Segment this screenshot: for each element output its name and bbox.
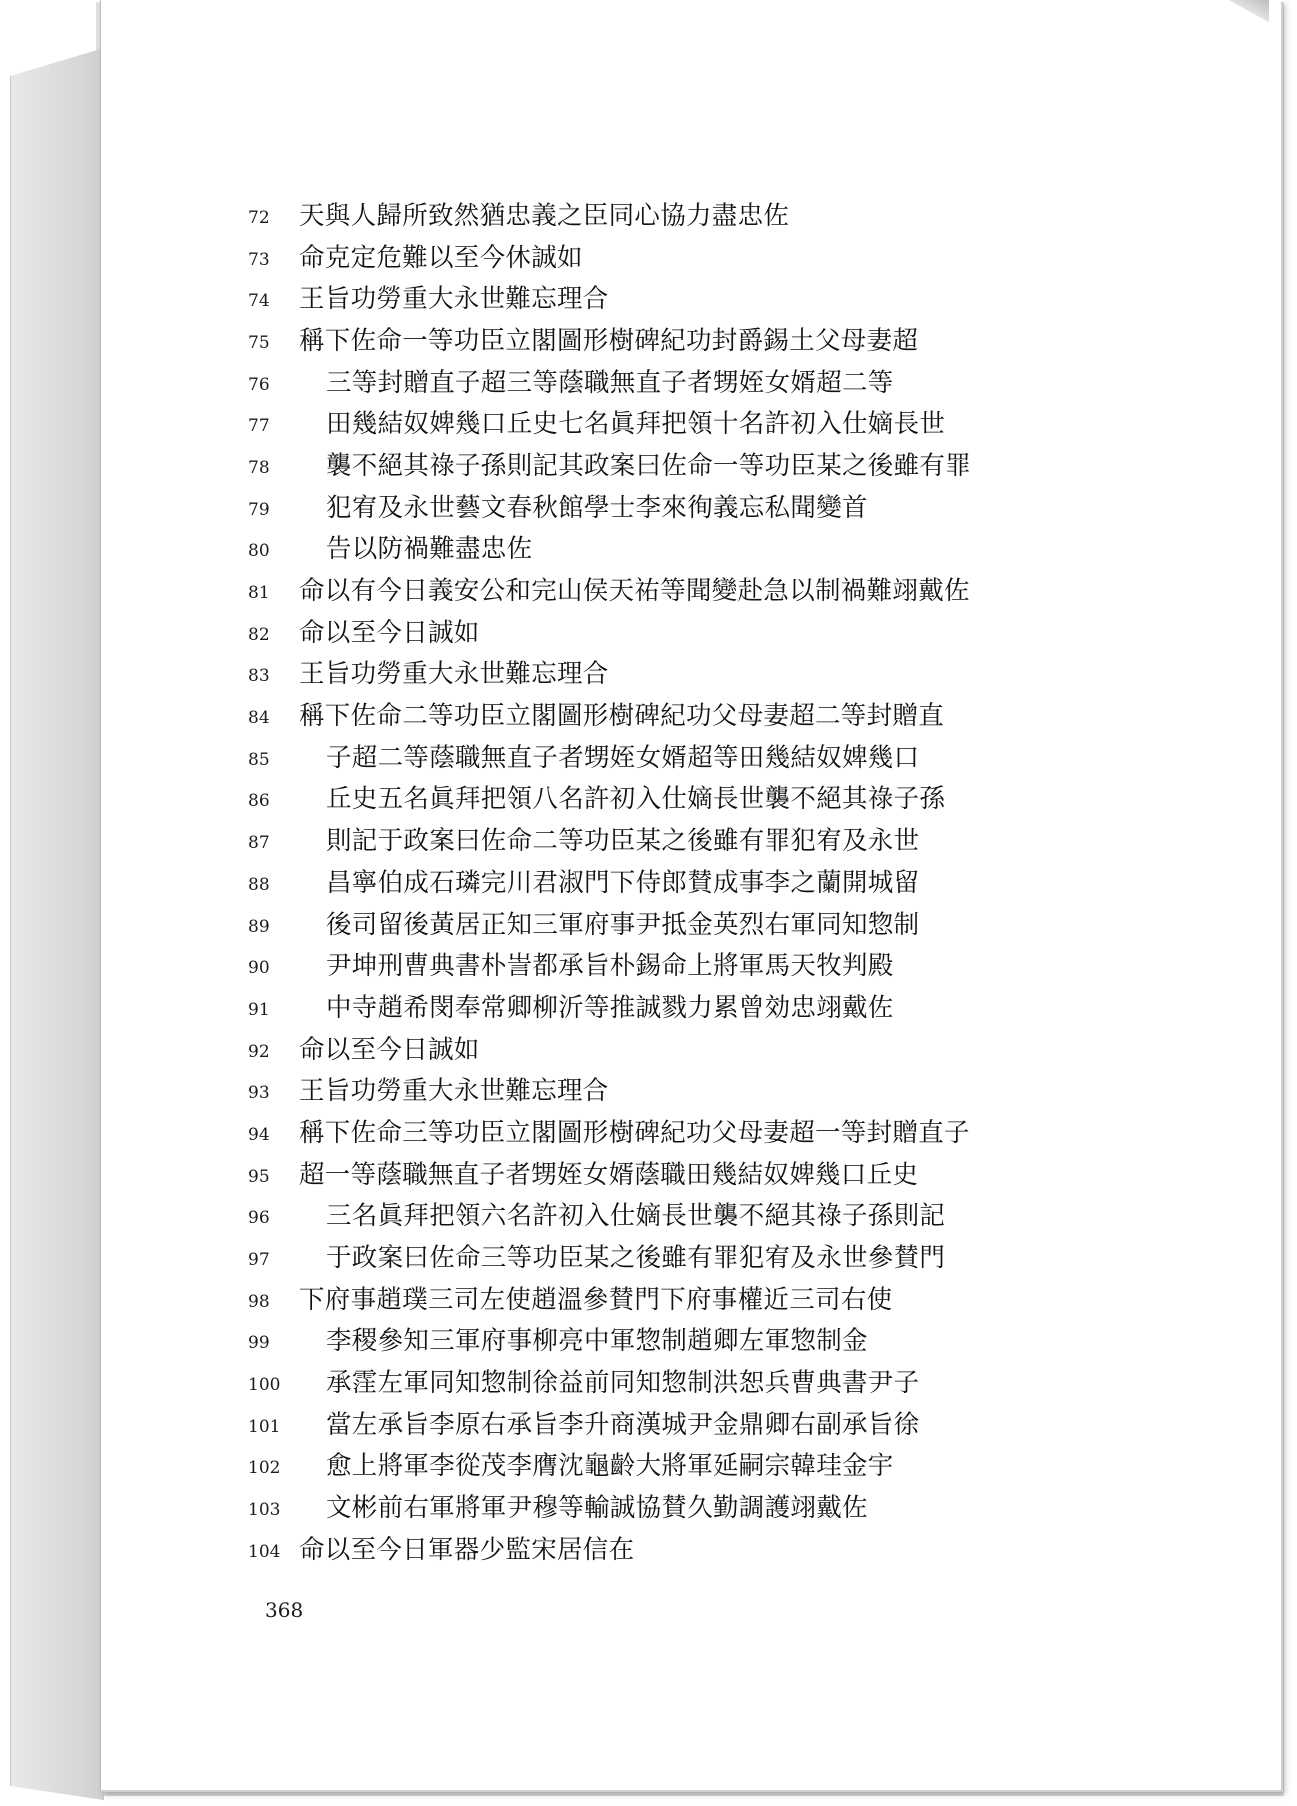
- text-line: [248, 1321, 1078, 1363]
- line-text: 命以至今日誠如: [299, 617, 480, 648]
- line-number: 95: [248, 1166, 270, 1187]
- line-number: 92: [248, 1041, 270, 1062]
- text-line: [248, 862, 1078, 904]
- line-text: 則記于政案曰佐命二等功臣某之後雖有罪犯宥及永世: [326, 825, 920, 856]
- line-number: 77: [248, 416, 270, 437]
- book-spine: [10, 48, 104, 1800]
- line-number: 79: [248, 499, 270, 520]
- line-text: 三名眞拜把領六名許初入仕嫡長世襲不絕其祿子孫則記: [326, 1201, 946, 1232]
- text-line: [248, 820, 1078, 862]
- line-text: 稱下佐命一等功臣立閣圖形樹碑紀功封爵錫土父母妻超: [299, 325, 919, 356]
- text-line: [248, 445, 1078, 487]
- line-number: 88: [248, 874, 270, 895]
- line-number: 75: [248, 332, 270, 353]
- line-number: 102: [248, 1458, 281, 1479]
- text-line: [248, 487, 1078, 529]
- line-number: 101: [248, 1416, 281, 1437]
- text-line: [248, 1196, 1078, 1238]
- line-text: 承霔左軍同知惣制徐益前同知惣制洪恕兵曹典書尹子: [326, 1367, 920, 1398]
- line-number: 76: [248, 374, 270, 395]
- line-text: 犯宥及永世藝文春秋館學士李來徇義忘私聞變首: [326, 492, 868, 523]
- text-line: [248, 320, 1078, 362]
- text-line: [248, 195, 1078, 237]
- line-number: 80: [248, 541, 270, 562]
- text-line: [248, 737, 1078, 779]
- text-line: [248, 945, 1078, 987]
- line-text: 丘史五名眞拜把領八名許初入仕嫡長世襲不絕其祿子孫: [326, 784, 946, 815]
- line-number: 87: [248, 833, 270, 854]
- line-text: 三等封贈直子超三等蔭職無直子者甥姪女婿超二等: [326, 367, 894, 398]
- text-line: [248, 612, 1078, 654]
- text-line: [248, 1487, 1078, 1529]
- line-text: 稱下佐命二等功臣立閣圖形樹碑紀功父母妻超二等封贈直: [299, 700, 945, 731]
- text-line: [248, 695, 1078, 737]
- line-number: 85: [248, 749, 270, 770]
- line-text: 下府事趙璞三司左使趙溫參賛門下府事權近三司右使: [299, 1284, 893, 1315]
- text-line: [248, 278, 1078, 320]
- line-text: 昌寧伯成石璘完川君淑門下侍郎賛成事李之蘭開城留: [326, 867, 920, 898]
- text-line: [248, 1154, 1078, 1196]
- line-number: 89: [248, 916, 270, 937]
- line-number: 73: [248, 249, 270, 270]
- line-number: 82: [248, 624, 270, 645]
- line-number: 93: [248, 1083, 270, 1104]
- line-number: 74: [248, 291, 270, 312]
- line-text: 命以至今日誠如: [299, 1034, 480, 1065]
- line-text: 命以有今日義安公和完山侯天祐等聞變赴急以制禍難翊戴佐: [299, 575, 970, 606]
- line-number: 97: [248, 1250, 270, 1271]
- line-number: 91: [248, 999, 270, 1020]
- text-line: [248, 1529, 1078, 1571]
- page-corner-fold: [1229, 0, 1269, 22]
- text-line: [248, 1070, 1078, 1112]
- text-line: [248, 904, 1078, 946]
- text-line: [248, 403, 1078, 445]
- line-text: 稱下佐命三等功臣立閣圖形樹碑紀功父母妻超一等封贈直子: [299, 1117, 970, 1148]
- line-text: 王旨功勞重大永世難忘理合: [299, 659, 609, 690]
- line-number: 99: [248, 1333, 270, 1354]
- line-text: 文彬前右軍將軍尹穆等輸誠協賛久勤調護翊戴佐: [326, 1492, 868, 1523]
- text-lines: [248, 195, 1078, 1571]
- text-line: [248, 1237, 1078, 1279]
- line-text: 當左承旨李原右承旨李升商漢城尹金鼎卿右副承旨徐: [326, 1409, 920, 1440]
- line-text: 子超二等蔭職無直子者甥姪女婿超等田幾結奴婢幾口: [326, 742, 920, 773]
- text-line: [248, 987, 1078, 1029]
- text-line: [248, 237, 1078, 279]
- line-number: 96: [248, 1208, 270, 1229]
- line-number: 81: [248, 583, 270, 604]
- line-number: 98: [248, 1291, 270, 1312]
- page-number: 368: [265, 1598, 304, 1622]
- text-line: [248, 1446, 1078, 1488]
- text-line: [248, 362, 1078, 404]
- line-number: 90: [248, 958, 270, 979]
- line-text: 李稷參知三軍府事柳亮中軍惣制趙卿左軍惣制金: [326, 1326, 868, 1357]
- line-text: 于政案曰佐命三等功臣某之後雖有罪犯宥及永世參賛門: [326, 1242, 946, 1273]
- text-line: [248, 1112, 1078, 1154]
- line-text: 襲不絕其祿子孫則記其政案曰佐命一等功臣某之後雖有罪: [326, 450, 972, 481]
- text-line: [248, 570, 1078, 612]
- text-line: [248, 1279, 1078, 1321]
- text-line: [248, 1404, 1078, 1446]
- line-text: 天與人歸所致然猶忠義之臣同心協力盡忠佐: [299, 200, 790, 231]
- line-number: 100: [248, 1375, 281, 1396]
- line-text: 田幾結奴婢幾口丘史七名眞拜把領十名許初入仕嫡長世: [326, 409, 946, 440]
- text-line: [248, 1362, 1078, 1404]
- line-number: 94: [248, 1124, 270, 1145]
- text-line: [248, 654, 1078, 696]
- line-text: 超一等蔭職無直子者甥姪女婿蔭職田幾結奴婢幾口丘史: [299, 1159, 919, 1190]
- line-number: 103: [248, 1500, 281, 1521]
- text-line: [248, 1029, 1078, 1071]
- text-line: [248, 779, 1078, 821]
- line-number: 78: [248, 457, 270, 478]
- line-text: 命以至今日軍器少監宋居信在: [299, 1534, 635, 1565]
- line-number: 84: [248, 708, 270, 729]
- line-number: 86: [248, 791, 270, 812]
- text-line: [248, 529, 1078, 571]
- line-text: 王旨功勞重大永世難忘理合: [299, 284, 609, 315]
- line-text: 中寺趙希閔奉常卿柳沂等推誠戮力累曾効忠翊戴佐: [326, 992, 894, 1023]
- line-text: 告以防禍難盡忠佐: [326, 534, 533, 565]
- line-text: 尹坤刑曹典書朴訔都承旨朴錫命上將軍馬天牧判殿: [326, 951, 894, 982]
- line-number: 72: [248, 207, 270, 228]
- line-text: 愈上將軍李從茂李膺沈龜齡大將軍延嗣宗韓珪金宇: [326, 1451, 894, 1482]
- line-number: 104: [248, 1541, 281, 1562]
- line-text: 命克定危難以至今休誠如: [299, 242, 583, 273]
- line-number: 83: [248, 666, 270, 687]
- line-text: 王旨功勞重大永世難忘理合: [299, 1076, 609, 1107]
- line-text: 後司留後黃居正知三軍府事尹抵金英烈右軍同知惣制: [326, 909, 920, 940]
